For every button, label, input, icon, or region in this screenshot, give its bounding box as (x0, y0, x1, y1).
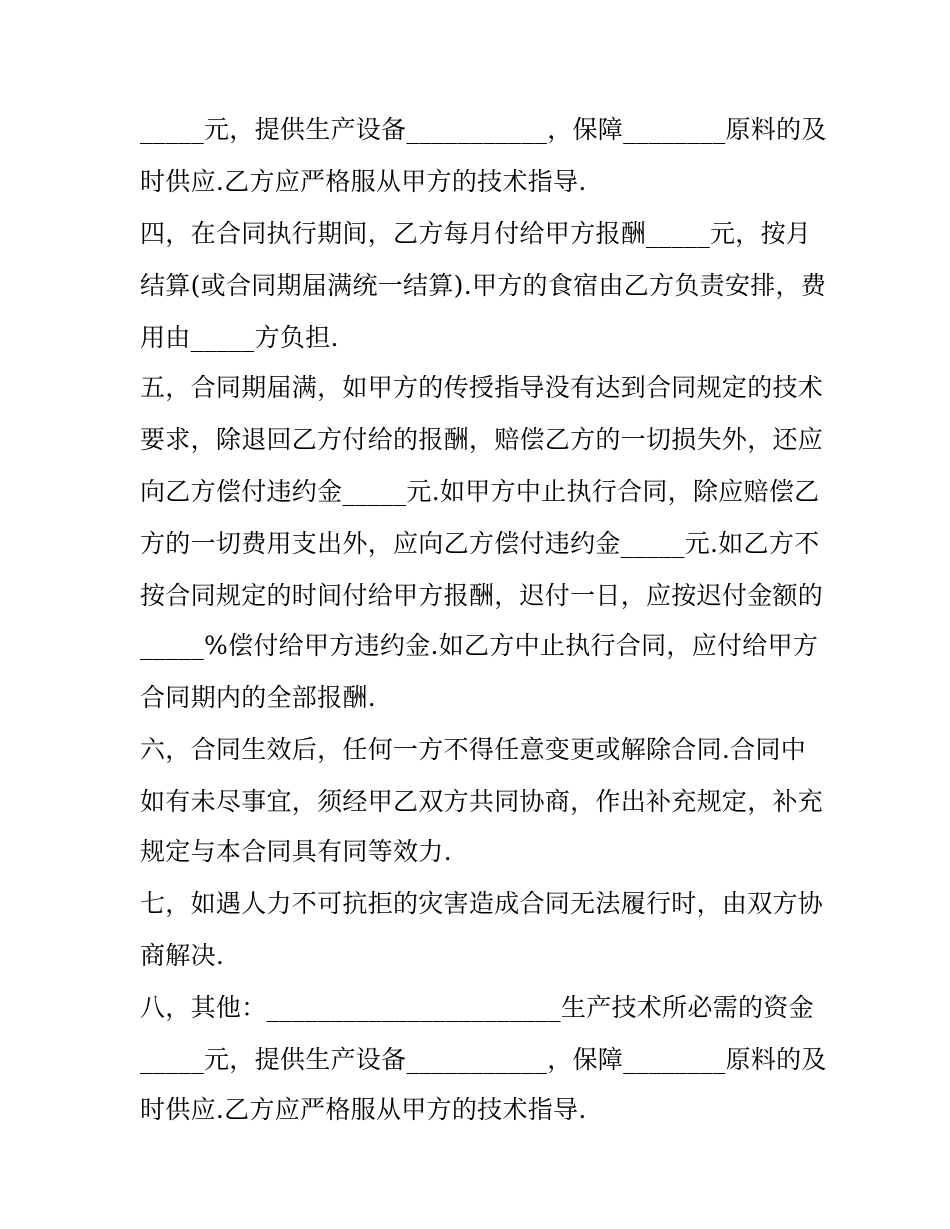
text-line: 向乙方偿付违约金_____元.如甲方中止执行合同，除应赔偿乙 (140, 477, 820, 506)
text-line: _____%偿付给甲方违约金.如乙方中止执行合同，应付给甲方 (140, 631, 819, 660)
text-line: 用由_____方负担. (140, 323, 339, 352)
text-line: 合同期内的全部报酬. (140, 683, 376, 712)
text-line: 方的一切费用支出外，应向乙方偿付违约金_____元.如乙方不 (140, 529, 820, 558)
text-line: 商解决. (140, 941, 225, 970)
text-line: 四，在合同执行期间，乙方每月付给甲方报酬_____元，按月 (140, 219, 812, 248)
text-line: 六，合同生效后，任何一方不得任意变更或解除合同.合同中 (140, 735, 807, 764)
text-line: 按合同规定的时间付给甲方报酬，迟付一日，应按迟付金额的 (140, 581, 824, 610)
text-line: 七，如遇人力不可抗拒的灾害造成合同无法履行时，由双方协 (140, 889, 824, 918)
text-line: 结算(或合同期届满统一结算).甲方的食宿由乙方负责安排，费 (140, 271, 827, 300)
text-line: _____元，提供生产设备___________，保障________原料的及 (140, 115, 827, 144)
text-line: 如有未尽事宜，须经甲乙双方共同协商，作出补充规定，补充 (140, 787, 824, 816)
text-line: 要求，除退回乙方付给的报酬，赔偿乙方的一切损失外，还应 (140, 425, 824, 454)
text-line: 五，合同期届满，如甲方的传授指导没有达到合同规定的技术 (140, 373, 824, 402)
text-line: 八，其他：_______________________生产技术所必需的资金 (140, 993, 814, 1022)
text-line: 规定与本合同具有同等效力. (140, 837, 452, 866)
text-line: 时供应.乙方应严格服从甲方的技术指导. (140, 1095, 587, 1124)
text-line: 时供应.乙方应严格服从甲方的技术指导. (140, 167, 587, 196)
text-line: _____元，提供生产设备___________，保障________原料的及 (140, 1045, 827, 1074)
